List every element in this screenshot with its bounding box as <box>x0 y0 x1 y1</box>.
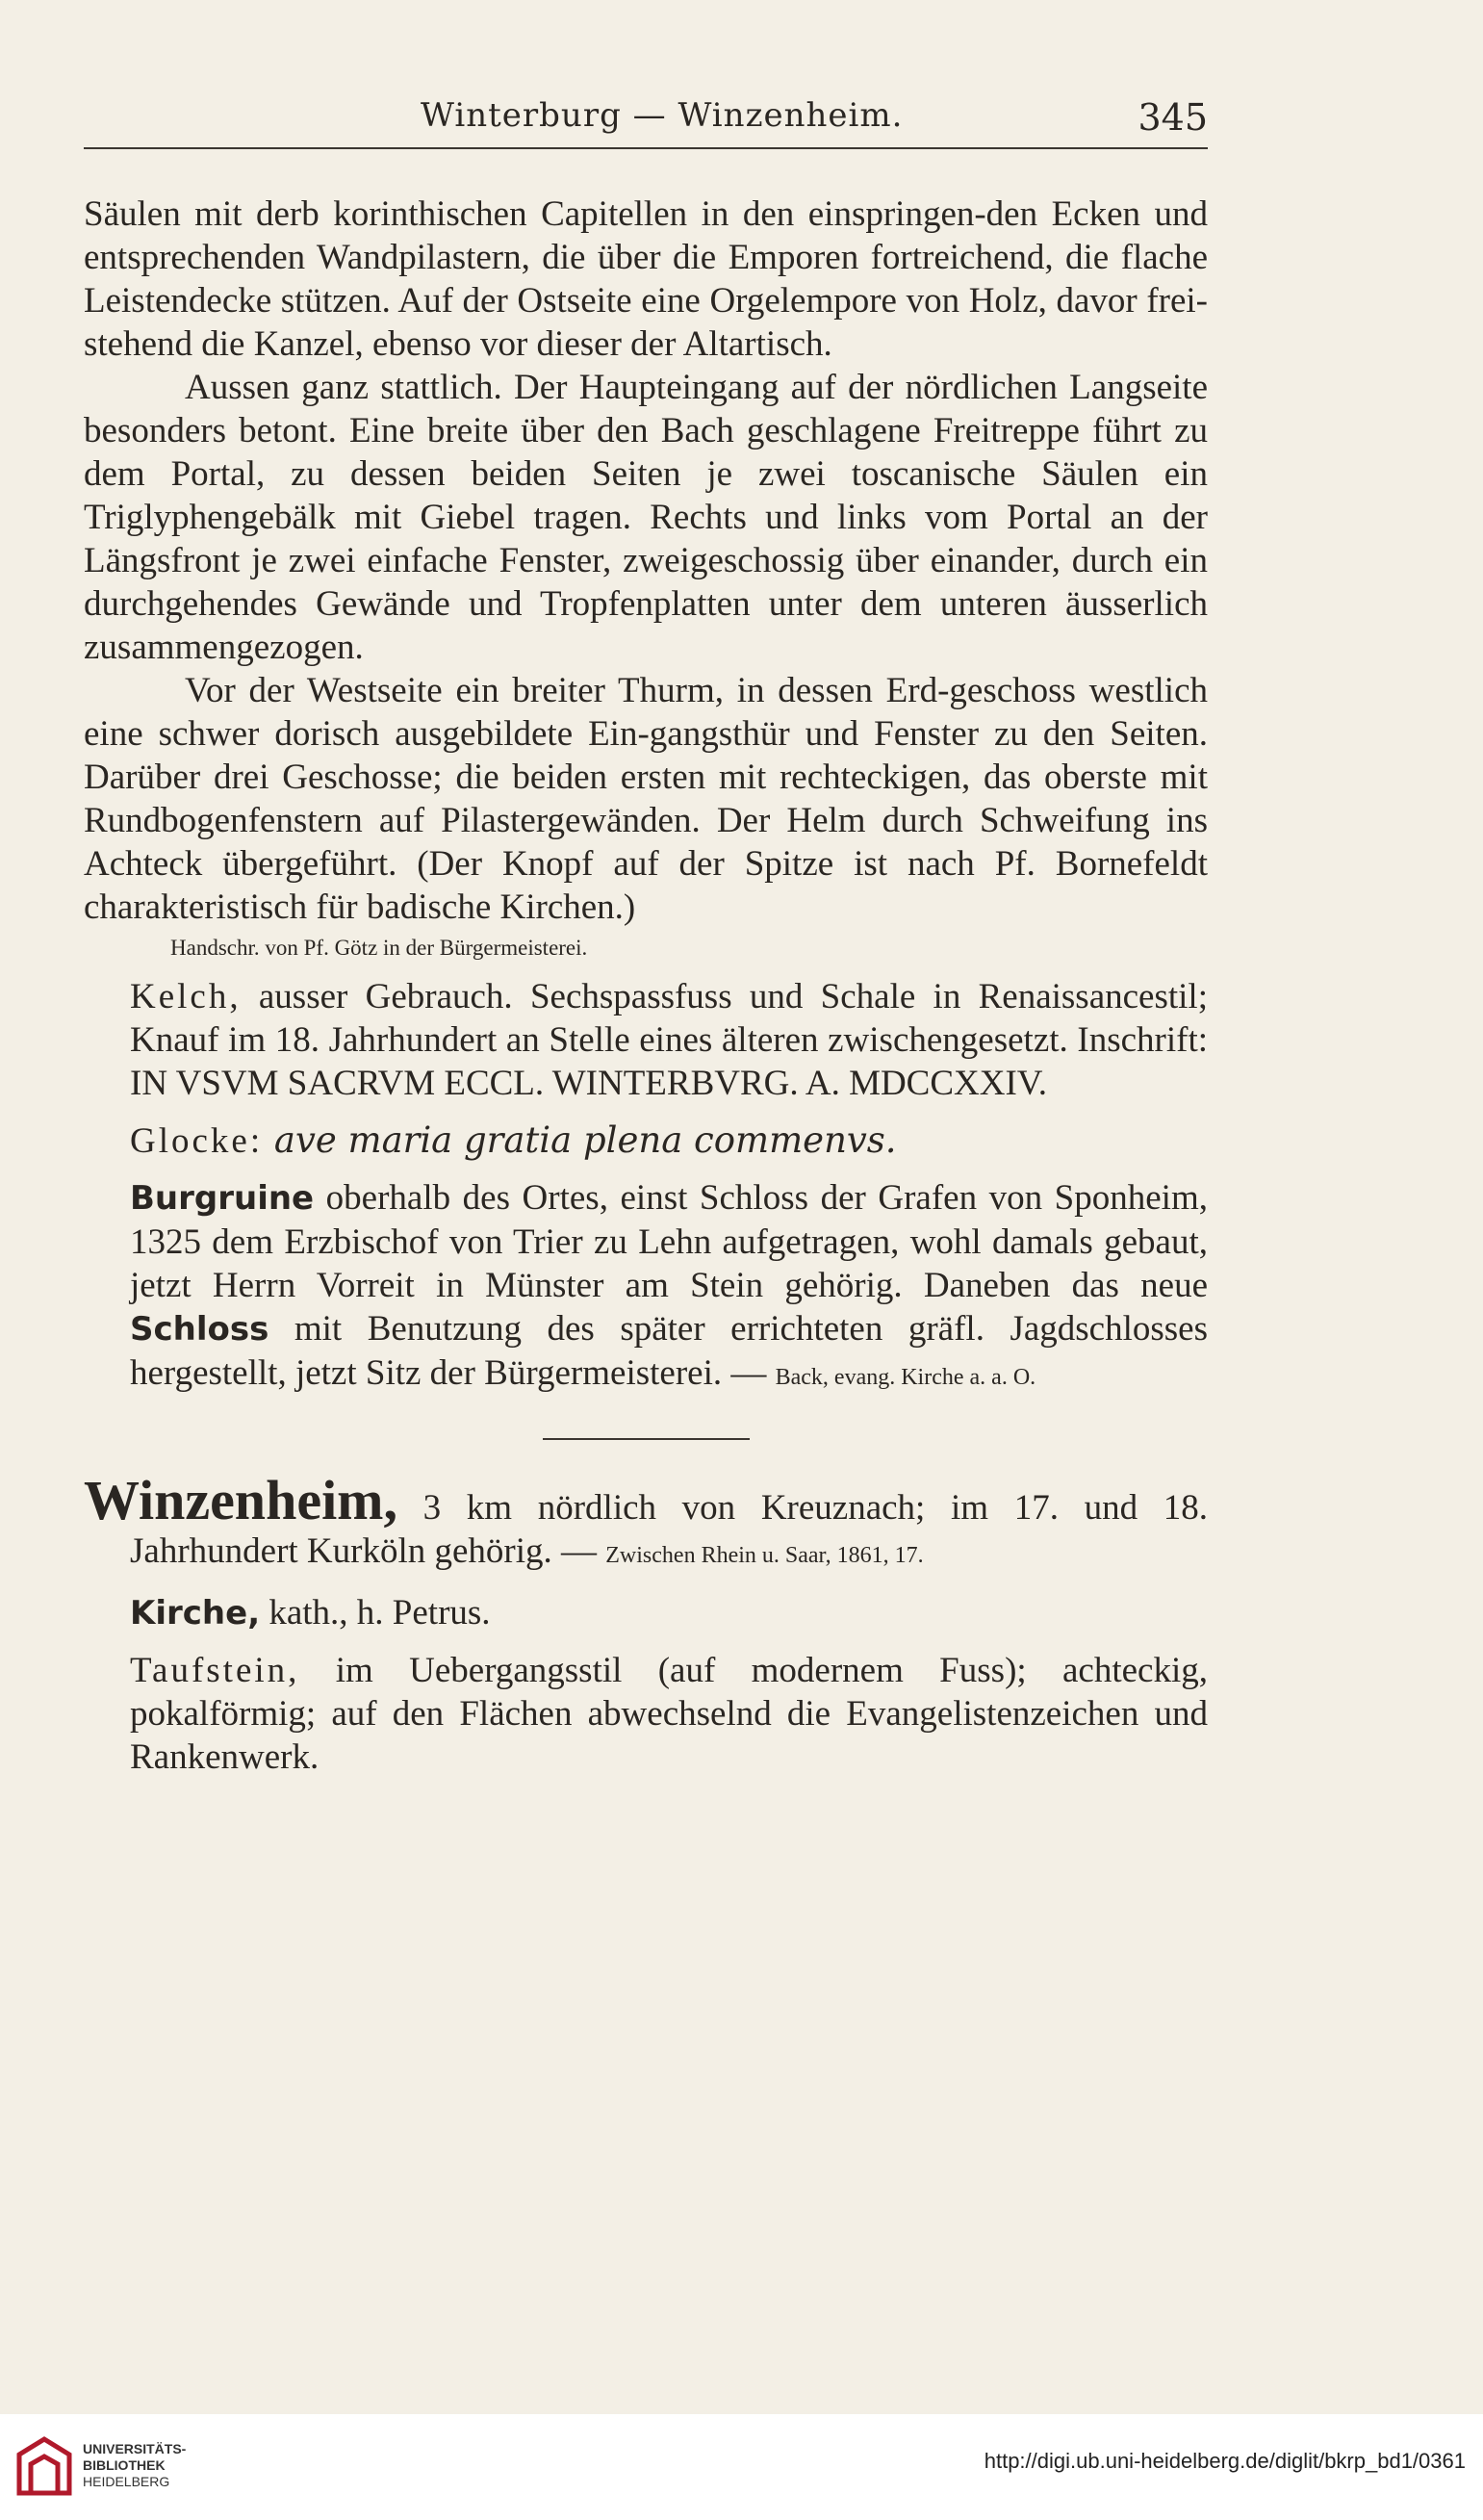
burgruine-reference: Back, evang. Kirche a. a. O. <box>775 1365 1036 1390</box>
library-name-line1: UNIVERSITÄTS- <box>83 2441 187 2456</box>
burgruine-text-2: mit Benutzung des später errichteten gräfl. Jagdschlosses hergestellt, jetzt Sitz der Bürgermeisterei. — <box>130 1309 1208 1393</box>
section-divider <box>543 1438 750 1440</box>
paragraph-kirche <box>84 1591 1208 1635</box>
paragraph-aussen: Aussen ganz stattlich. Der Haupteingang auf der nördlichen Langseite besonders betont. Eine breite über den Bach geschlagene Freitreppe führt zu dem Portal, zu dessen beiden Seiten je zwei toscanische Säulen ein Triglyphengebälk mit Giebel tragen. Rechts und links vom Portal an der Längsfront je zwei einfache Fenster, zweigeschossig über einander, durch ein durchgehendes Gewände und Tropfenplatten unter dem unteren äusserlich zusammengezogen. <box>84 368 1208 667</box>
paragraph-saeulen: Säulen mit derb korinthischen Capitellen in den einspringen-den Ecken und entsprechenden Wandpilastern, die über die Emporen fortreichend, die flache Leistendecke stützen. Auf der Ostseite eine Orgelempore von Holz, davor frei-stehend die Kanzel, ebenso vor dieser der Altartisch. <box>84 194 1208 364</box>
paragraph-glocke <box>84 1119 1208 1163</box>
burgruine-text-1: oberhalb des Ortes, einst Schloss der Grafen von Sponheim, 1325 dem Erzbischof von Trier zu Lehn aufgetragen, wohl damals gebaut, jetzt Herrn Vorreit in Münster am Stein gehörig. Daneben das neue <box>130 1178 1208 1305</box>
paragraph-kelch <box>84 975 1208 1105</box>
library-name <box>83 2441 186 2490</box>
entry-winzenheim <box>84 1469 1208 1578</box>
kirche-text: kath., h. Petrus. <box>260 1593 491 1633</box>
kirche-term: Kirche, <box>130 1594 261 1633</box>
taufstein-term: Taufstein, <box>130 1651 300 1690</box>
winzenheim-text: 3 km nördlich von Kreuznach; im 17. und 18. Jahrhundert Kurköln gehörig. — <box>130 1488 1208 1571</box>
kelch-term: Kelch, <box>130 977 242 1016</box>
winzenheim-reference: Zwischen Rhein u. Saar, 1861, 17. <box>605 1543 924 1568</box>
source-note: Handschr. von Pf. Götz in der Bürgermeisterei. <box>170 936 588 960</box>
library-name-line2: BIBLIOTHEK <box>83 2457 166 2473</box>
kelch-text: ausser Gebrauch. Sechspassfuss und Schale in Renaissancestil; Knauf im 18. Jahrhundert an Stelle eines älteren zwischengesetzt. Inschrift: IN VSVM SACRVM ECCL. WINTERBVRG. A. MDCCXXIV. <box>130 977 1208 1103</box>
paragraph-burgruine <box>84 1176 1208 1400</box>
library-logo-icon <box>13 2435 75 2499</box>
paragraph-taufstein <box>84 1649 1208 1779</box>
burgruine-term: Burgruine <box>130 1179 315 1218</box>
source-url-link[interactable]: http://digi.ub.uni-heidelberg.de/diglit/bkrp_bd1/0361 <box>984 2449 1466 2473</box>
place-heading: Winzenheim, <box>84 1469 397 1531</box>
header-rule <box>84 147 1208 149</box>
glocke-term: Glocke: <box>130 1121 264 1161</box>
page-number: 345 <box>1138 96 1208 139</box>
body-text <box>84 193 1208 1779</box>
paragraph-westseite: Vor der Westseite ein breiter Thurm, in dessen Erd-geschoss westlich eine schwer dorisch ausgebildete Ein-gangsthür und Fenster zu den Seiten. Darüber drei Geschosse; die beiden ersten mit rechteckigen, das oberste mit Rundbogenfenstern auf Pilastergewänden. Der Helm durch Schweifung ins Achteck übergeführt. (Der Knopf auf der Spitze ist nach Pf. Bornefeldt charakteristisch für badische Kirchen.) <box>84 671 1208 927</box>
glocke-inscription: ave maria gratia plena commenvs. <box>263 1119 897 1161</box>
taufstein-text: im Uebergangsstil (auf modernem Fuss); achteckig, pokalförmig; auf den Flächen abwechselnd die Evangelistenzeichen und Rankenwerk. <box>130 1651 1208 1777</box>
page-header <box>84 96 1208 144</box>
library-name-line3: HEIDELBERG <box>83 2474 170 2489</box>
running-title: Winterburg — Winzenheim. <box>421 96 904 135</box>
schloss-term: Schloss <box>130 1310 269 1349</box>
footer-bar <box>0 2414 1483 2520</box>
